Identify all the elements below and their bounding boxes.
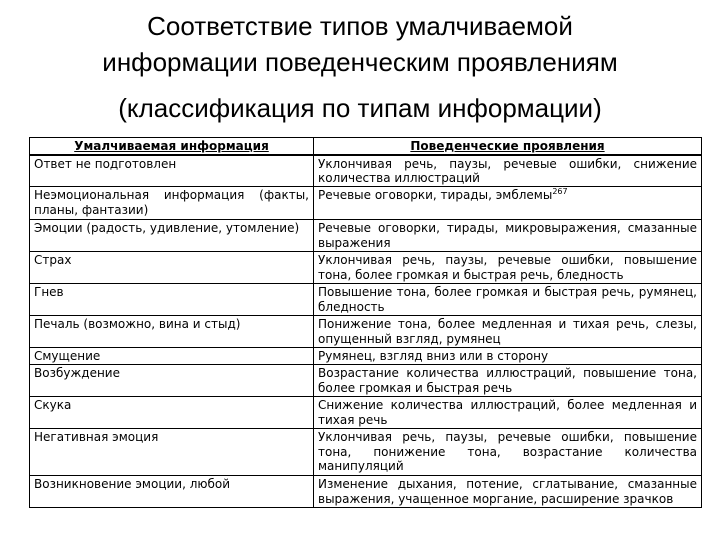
table-row [30, 155, 702, 187]
behavior-cell: Возрастание количества иллюстраций, повышение тона, более громкая и быстрая речь [314, 365, 702, 397]
table-row [30, 348, 702, 365]
header-withheld-info: Умалчиваемая информация [30, 138, 314, 155]
slide-subtitle: (классификация по типам информации) [118, 93, 602, 123]
behavior-text: Речевые оговорки, тирады, эмблемы [318, 188, 553, 202]
table-row [30, 220, 702, 252]
behavior-cell: Речевые оговорки, тирады, микровыражения, смазанные выражения [314, 220, 702, 252]
table-row [30, 284, 702, 316]
info-cell: Негативная эмоция [30, 429, 314, 476]
slide-title-line-1: Соответствие типов умалчиваемой [147, 11, 573, 41]
info-behavior-table [29, 137, 702, 508]
table-row [30, 187, 702, 220]
table-row [30, 365, 702, 397]
info-cell: Страх [30, 252, 314, 284]
header-behavior: Поведенческие проявления [314, 138, 702, 155]
table-row [30, 252, 702, 284]
info-cell: Ответ не подготовлен [30, 155, 314, 187]
slide-title [0, 8, 720, 80]
table-row [30, 397, 702, 429]
table-row [30, 316, 702, 348]
behavior-cell: Румянец, взгляд вниз или в сторону [314, 348, 702, 365]
footnote-marker: 267 [552, 187, 568, 196]
info-cell: Возникновение эмоции, любой [30, 476, 314, 508]
behavior-cell: Снижение количества иллюстраций, более медленная и тихая речь [314, 397, 702, 429]
behavior-cell: Понижение тона, более медленная и тихая речь, слезы, опущенный взгляд, румянец [314, 316, 702, 348]
behavior-cell: Уклончивая речь, паузы, речевые ошибки, повышение тона, понижение тона, возрастание количества манипуляций [314, 429, 702, 476]
table-row [30, 429, 702, 476]
info-cell: Неэмоциональная информация (факты, планы, фантазии) [30, 187, 314, 220]
info-cell: Возбуждение [30, 365, 314, 397]
slide-title-line-2: информации поведенческим проявлениям [102, 47, 618, 77]
info-cell: Смущение [30, 348, 314, 365]
behavior-cell: Уклончивая речь, паузы, речевые ошибки, снижение количества иллюстраций [314, 155, 702, 187]
behavior-cell: Изменение дыхания, потение, сглатывание, смазанные выражения, учащенное моргание, расширение зрачков [314, 476, 702, 508]
info-cell: Гнев [30, 284, 314, 316]
info-cell: Эмоции (радость, удивление, утомление) [30, 220, 314, 252]
table-row [30, 476, 702, 508]
behavior-cell [314, 187, 702, 220]
behavior-cell: Уклончивая речь, паузы, речевые ошибки, повышение тона, более громкая и быстрая речь, бледность [314, 252, 702, 284]
behavior-cell: Повышение тона, более громкая и быстрая речь, румянец, бледность [314, 284, 702, 316]
table-header-row [30, 138, 702, 155]
info-cell: Печаль (возможно, вина и стыд) [30, 316, 314, 348]
info-cell: Скука [30, 397, 314, 429]
